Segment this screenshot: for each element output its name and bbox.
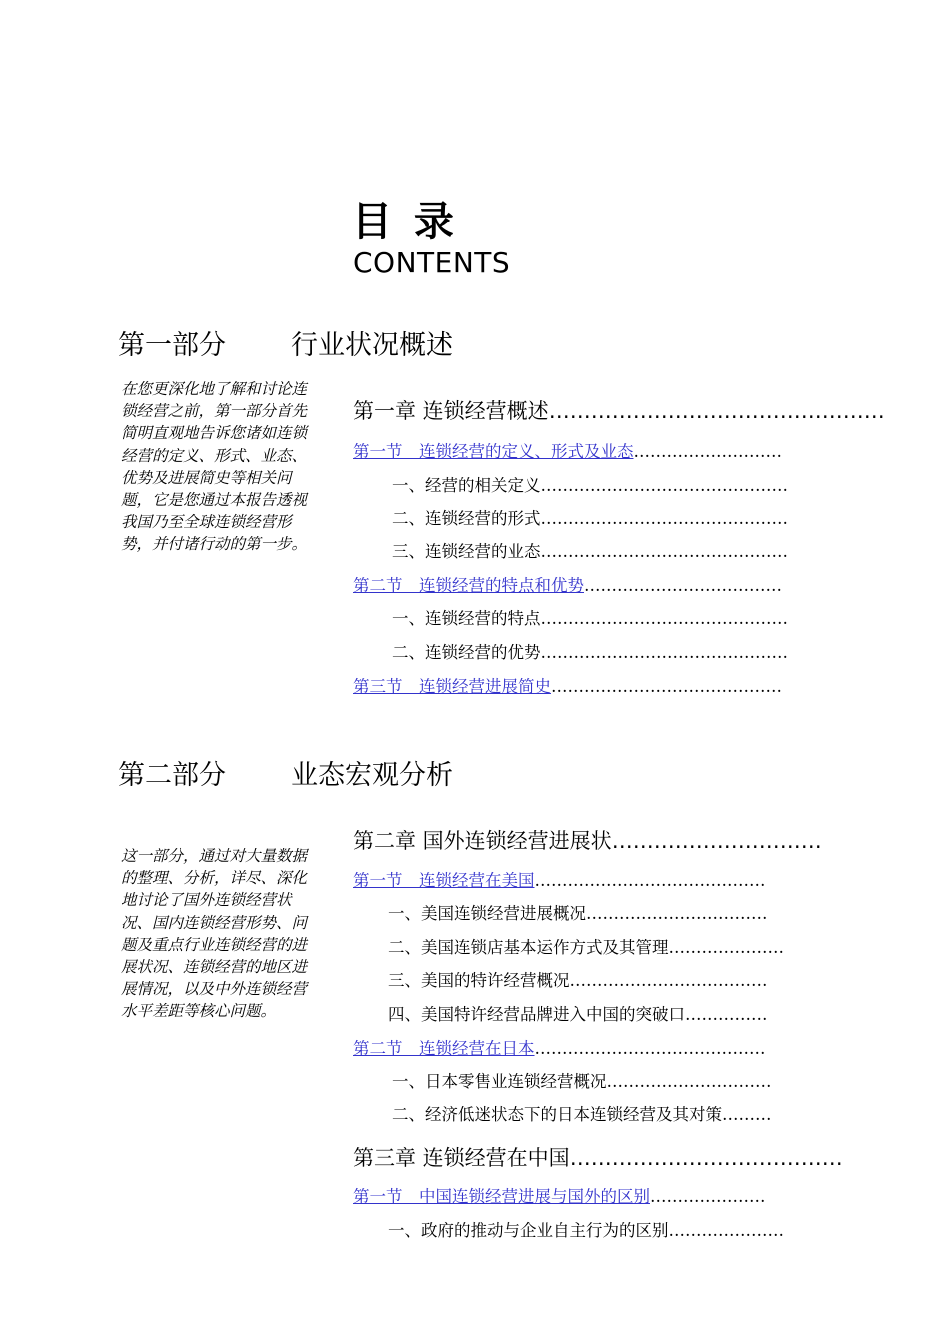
chapter-title: 第三章 连锁经营在中国 bbox=[353, 1146, 570, 1170]
toc-item[interactable] bbox=[392, 1070, 772, 1094]
item-title: 一、连锁经营的特点 bbox=[392, 609, 541, 628]
toc-section-1-2[interactable] bbox=[353, 574, 782, 598]
toc-chapter-3[interactable] bbox=[353, 1143, 843, 1173]
item-title: 二、连锁经营的形式 bbox=[392, 509, 541, 528]
chapter-title: 第二章 国外连锁经营进展状 bbox=[353, 829, 612, 853]
leader-dots: ………………………………………… bbox=[548, 399, 885, 423]
leader-dots: ………………………………… bbox=[569, 1146, 843, 1170]
leader-dots: …………… bbox=[685, 1005, 768, 1024]
leader-dots: …………………………………… bbox=[534, 871, 766, 890]
leader-dots: ……………………………… bbox=[584, 576, 782, 595]
leader-dots: ……………………………………… bbox=[540, 609, 788, 628]
item-title: 一、美国连锁经营进展概况 bbox=[388, 904, 586, 923]
part2-name: 业态宏观分析 bbox=[291, 760, 453, 791]
toc-subtitle: CONTENTS bbox=[353, 246, 511, 279]
part1-name: 行业状况概述 bbox=[291, 330, 453, 361]
leader-dots: ……………………………… bbox=[569, 971, 768, 990]
leader-dots: …………………………………… bbox=[551, 677, 782, 696]
leader-dots: ……………………………………… bbox=[540, 643, 788, 662]
leader-dots: ……………………………………… bbox=[540, 476, 788, 495]
leader-dots: ………………… bbox=[650, 1187, 766, 1206]
toc-section-2-1[interactable] bbox=[353, 869, 766, 893]
toc-item[interactable] bbox=[392, 474, 788, 498]
section-link[interactable]: 第三节 连锁经营进展简史 bbox=[353, 677, 551, 696]
chapter-title: 第一章 连锁经营概述 bbox=[353, 399, 549, 423]
toc-item[interactable] bbox=[392, 507, 788, 531]
item-title: 二、美国连锁店基本运作方式及其管理 bbox=[388, 938, 669, 957]
toc-item[interactable] bbox=[388, 936, 784, 960]
item-title: 一、经营的相关定义 bbox=[392, 476, 541, 495]
toc-section-3-1[interactable] bbox=[353, 1185, 766, 1209]
leader-dots: ……………………………………… bbox=[540, 542, 788, 561]
item-title: 四、美国特许经营品牌进入中国的突破口 bbox=[388, 1005, 685, 1024]
toc-item[interactable] bbox=[392, 1103, 772, 1127]
toc-chapter-1[interactable] bbox=[353, 396, 885, 426]
section-link[interactable]: 第一节 连锁经营的定义、形式及业态 bbox=[353, 442, 634, 461]
item-title: 一、政府的推动与企业自主行为的区别 bbox=[388, 1221, 669, 1240]
toc-item[interactable] bbox=[388, 1003, 768, 1027]
part2-label: 第二部分 bbox=[118, 760, 226, 791]
item-title: 一、日本零售业连锁经营概况 bbox=[392, 1072, 607, 1091]
leader-dots: …………………………………… bbox=[534, 1039, 766, 1058]
toc-item[interactable] bbox=[388, 1219, 784, 1243]
toc-section-1-3[interactable] bbox=[353, 675, 782, 699]
leader-dots: ………………… bbox=[668, 938, 784, 957]
item-title: 二、连锁经营的优势 bbox=[392, 643, 541, 662]
leader-dots: ………………… bbox=[668, 1221, 784, 1240]
toc-section-1-1[interactable] bbox=[353, 440, 782, 464]
toc-item[interactable] bbox=[388, 902, 768, 926]
leader-dots: …………………………… bbox=[586, 904, 768, 923]
part1-intro: 在您更深化地了解和讨论连锁经营之前，第一部分首先简明直观地告诉您诸如连锁经营的定义、形式、业态、优势及进展简史等相关问题，它是您通过本报告透视我国乃至全球连锁经营形势，并付诸行动的第一步。 bbox=[121, 380, 308, 554]
leader-dots: ……………………………………… bbox=[540, 509, 788, 528]
part2-intro: 这一部分，通过对大量数据的整理、分析，详尽、深化地讨论了国外连锁经营状况、国内连锁经营形势、问题及重点行业连锁经营的进展状况、连锁经营的地区进展情况，以及中外连锁经营水平差距等核心问题。 bbox=[121, 847, 308, 1021]
item-title: 三、美国的特许经营概况 bbox=[388, 971, 570, 990]
toc-item[interactable] bbox=[392, 641, 788, 665]
toc-chapter-2[interactable] bbox=[353, 826, 822, 856]
leader-dots: ………………………… bbox=[611, 829, 822, 853]
leader-dots: ………………………… bbox=[606, 1072, 772, 1091]
leader-dots: ……………………… bbox=[633, 442, 782, 461]
toc-item[interactable] bbox=[388, 969, 768, 993]
toc-item[interactable] bbox=[392, 540, 788, 564]
leader-dots: ……… bbox=[722, 1105, 772, 1124]
toc-title: 目 录 bbox=[352, 199, 458, 245]
part1-heading bbox=[118, 328, 453, 364]
section-link[interactable]: 第一节 连锁经营在美国 bbox=[353, 871, 535, 890]
item-title: 三、连锁经营的业态 bbox=[392, 542, 541, 561]
section-link[interactable]: 第一节 中国连锁经营进展与国外的区别 bbox=[353, 1187, 650, 1206]
section-link[interactable]: 第二节 连锁经营的特点和优势 bbox=[353, 576, 584, 595]
toc-section-2-2[interactable] bbox=[353, 1037, 766, 1061]
part1-label: 第一部分 bbox=[118, 330, 226, 361]
toc-item[interactable] bbox=[392, 607, 788, 631]
part2-heading bbox=[118, 758, 453, 794]
section-link[interactable]: 第二节 连锁经营在日本 bbox=[353, 1039, 535, 1058]
item-title: 二、经济低迷状态下的日本连锁经营及其对策 bbox=[392, 1105, 722, 1124]
